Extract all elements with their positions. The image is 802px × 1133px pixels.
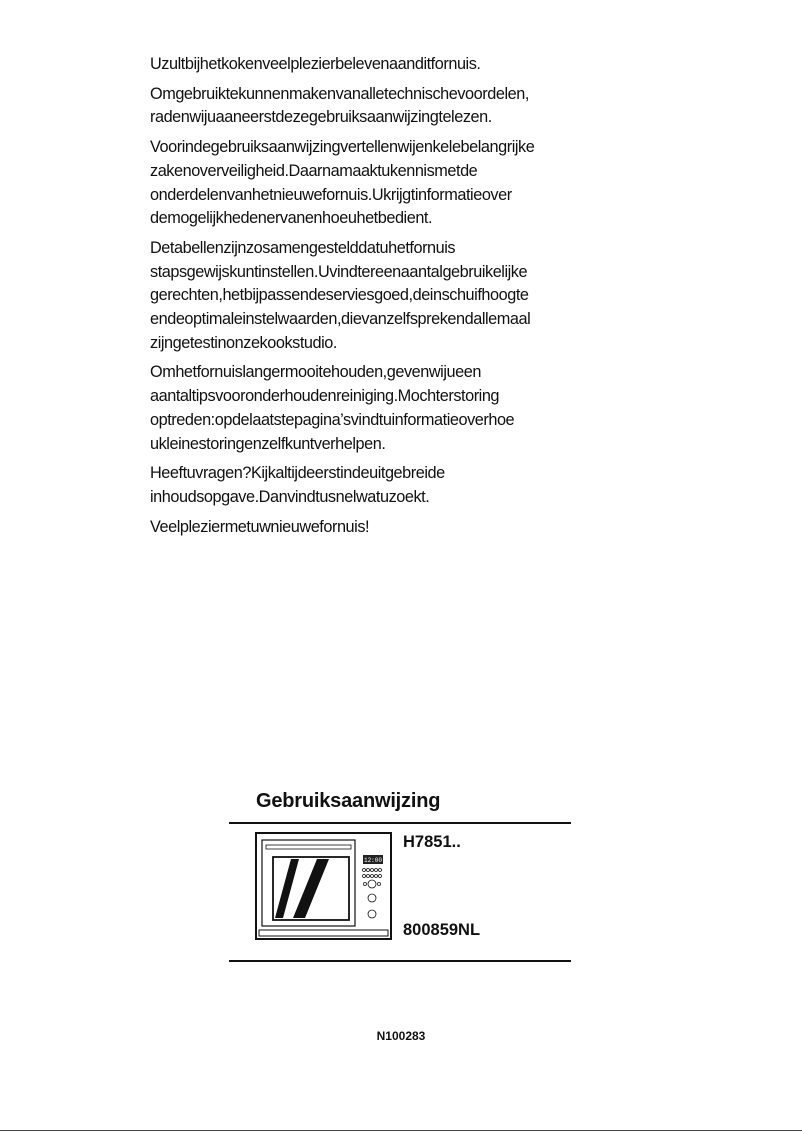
intro-paragraph-5: Omhetfornuislangermooitehouden,gevenwijueen aantaltipsvooronderhoudenreiniging.Mochterstoring optreden:opdelaatstepagina’svindtuinformatieoverhoe ukleinestoringenzelfkuntverhelpen. [150,363,515,453]
top-rule [229,822,571,824]
oven-display-text: 12:00 [363,857,383,864]
oven-illustration [255,832,392,940]
intro-text [150,53,620,545]
intro-paragraph-3: Voorindegebruiksaanwijzingvertellenwijenkelebelangrijke zakenoverveiligheid.Daarnamaaktukennismetde onderdelenvanhetnieuwefornuis.Ukrijgtinformatieover demogelijkhedenervanenhoeuhetbedient. [150,138,535,228]
manual-title: Gebruiksaanwijzing [256,790,441,812]
document-code: 800859NL [403,921,481,939]
intro-paragraph-6: Heeftuvragen?Kijkaltijdeerstindeuitgebreide inhoudsopgave.Danvindtusnelwatuzoekt. [150,464,445,506]
intro-paragraph-1: Uzultbijhetkokenveelplezierbelevenaanditfornuis. [150,55,481,73]
bottom-rule [229,960,571,962]
intro-paragraph-2: Omgebruiktekunnenmakenvanalletechnischevoordelen, radenwijuaaneerstdezegebruiksaanwijzingtelezen. [150,84,529,127]
intro-paragraph-4: Detabellenzijnzosamengesteldd​atuhetfornuis stapsgewijskuntinstellen.Uvindtereenaantalgebruikelijke gerechten,hetbijpassendeserviesgoed,deinschuifhoogte endeoptimaleinstelwaarden,dievanzelfsprekendallemaal zijngetestinonzekookstudio. [150,238,531,352]
page-bottom-line [0,1130,802,1131]
document-number: N100283 [376,1029,426,1043]
model-number: H7851.. [403,833,461,851]
intro-paragraph-7: Veelpleziermetuwnieuwefornuis! [150,517,370,536]
